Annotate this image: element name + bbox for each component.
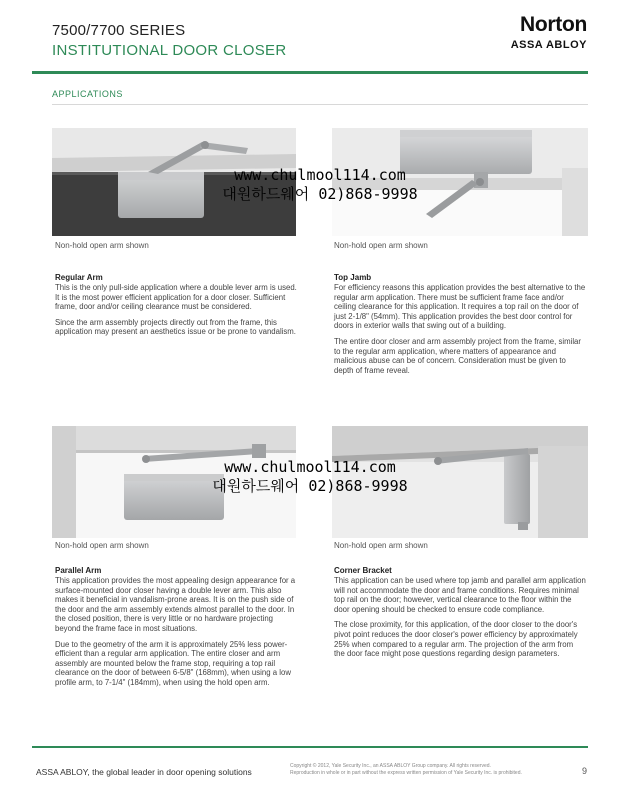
page-number: 9 <box>582 766 588 776</box>
application-title: Parallel Arm <box>55 566 102 575</box>
header-rule <box>32 71 588 74</box>
brand-name: Norton <box>519 13 587 36</box>
reproduction-text: Reproduction in whole or in part without the express written permission of Yale Security Inc. is prohibited. <box>290 770 522 776</box>
series-title: 7500/7700 SERIES <box>52 22 186 39</box>
paragraph: The close proximity, for this application, of the door closer to the door's pivot point reduces the door closer's power efficiency by approximately 25% when compared to a regular arm. The projection of the arm from the door face might pose questions regarding design parameters. <box>334 620 578 659</box>
application-description <box>55 576 299 694</box>
application-title: Top Jamb <box>334 273 372 282</box>
paragraph: The entire door closer and arm assembly project from the frame, similar to the regular arm application, where matters of appearance and malicious abuse can be of concern. Consideration must be given to depth of frame reveal. <box>334 336 581 375</box>
photo-caption: Non-hold open arm shown <box>55 541 149 550</box>
paragraph: For efficiency reasons this application provides the best alternative to the regular arm application. There must be sufficient frame face and/or ceiling clearance for this application. It requires a top rail on the door of just 2-1/8" (54mm). This application provides the best door control for doors in exterior walls that swing out of a building. <box>334 283 586 331</box>
watermark-phone: 대원하드웨어 02)868-9998 <box>212 477 408 495</box>
photo-caption: Non-hold open arm shown <box>334 541 428 550</box>
paragraph: Since the arm assembly projects directly out from the frame, this application may present an aesthetics issue or be prone to vandalism. <box>55 317 296 337</box>
watermark <box>200 166 440 204</box>
section-rule <box>52 104 588 105</box>
section-title: APPLICATIONS <box>52 89 123 99</box>
footer-rule <box>32 746 588 748</box>
product-title: INSTITUTIONAL DOOR CLOSER <box>52 42 287 59</box>
watermark-url: www.chulmool114.com <box>234 166 406 184</box>
application-title: Corner Bracket <box>334 566 392 575</box>
watermark-url: www.chulmool114.com <box>224 458 396 476</box>
watermark-phone: 대원하드웨어 02)868-9998 <box>222 185 418 203</box>
application-title: Regular Arm <box>55 273 103 282</box>
paragraph: This application provides the most appealing design appearance for a surface-mounted door closer having a double lever arm. This also makes it beneficial in vandalism-prone areas. It is on the push side of the door and the arm assembly extends almost parallel to the door. In the closed position, there is very little or no hardware projecting beyond the frame face in most situations. <box>55 576 296 633</box>
watermark <box>190 458 430 496</box>
photo-caption: Non-hold open arm shown <box>55 241 149 250</box>
paragraph: This application can be used where top jamb and parallel arm application will not accommodate the door and frame conditions. Requires minimal top rail on the door; however, vertical clearance to the floor within the door opening should be checked to ensure code compliance. <box>334 576 586 614</box>
paragraph: Due to the geometry of the arm it is approximately 25% less power-efficient than a regular arm application. The entire closer and arm assembly are mounted below the frame stop, requiring a top rail clearance on the door of between 6-5/8" (168mm), when using a low profile arm, to 7-1/4" (184mm), when using the hold open arm. <box>55 639 291 687</box>
brand-sub: ASSA ABLOY <box>510 39 587 51</box>
application-description <box>334 283 586 381</box>
copyright-text: Copyright © 2012, Yale Security Inc., an ASSA ABLOY Group company. All rights reserved. <box>290 763 491 769</box>
application-description <box>55 283 299 343</box>
footer-legal <box>290 763 540 777</box>
footer-tagline: ASSA ABLOY, the global leader in door opening solutions <box>36 767 252 777</box>
photo-caption: Non-hold open arm shown <box>334 241 428 250</box>
brand-logo <box>511 14 587 52</box>
application-description <box>334 576 586 665</box>
paragraph: This is the only pull-side application where a double lever arm is used. It is the most power efficient application for a door closer. Sufficient frame, door and/or ceiling clearance must be considered. <box>55 283 297 312</box>
